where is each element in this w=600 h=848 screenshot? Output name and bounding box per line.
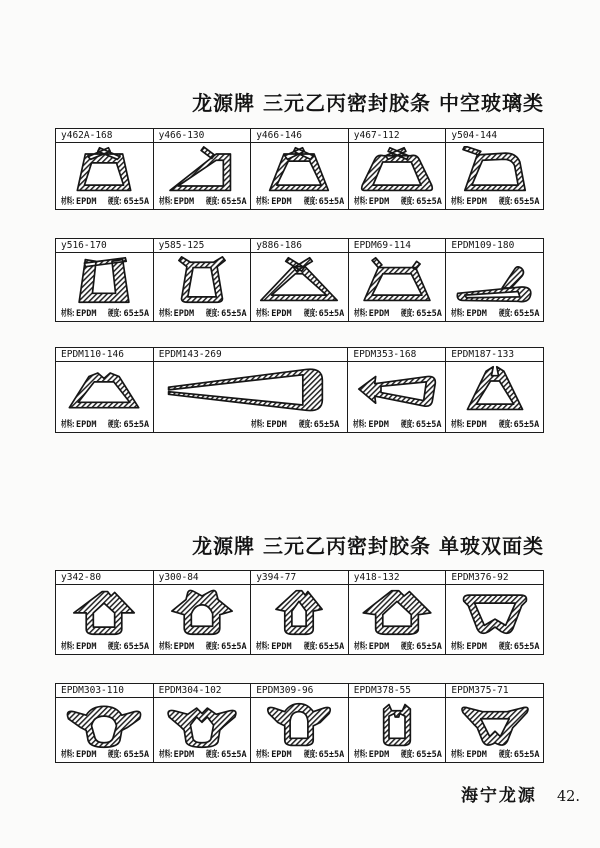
seal-profile-path [268,704,330,746]
profile-cell [445,239,543,321]
profile-table-row-2 [55,238,544,322]
profile-table-row-1 [55,128,544,210]
seal-profile-path [364,258,430,301]
hardness-label: 硬度: [108,750,122,760]
material-label: 材料: [451,420,465,430]
material-value: EPDM [368,420,389,430]
hardness-value: 65±5A [313,420,340,430]
hardness-value: 65±5A [513,420,540,430]
profile-cell [56,239,153,321]
hardness-value: 65±5A [221,309,247,319]
material-label: 材料: [158,309,172,319]
seal-profile-svg [448,256,542,304]
seal-profile-path [168,708,236,747]
material-hardness-note [61,747,152,760]
material-hardness-note [451,306,542,319]
material-value: EPDM [271,197,292,207]
material-value: EPDM [271,750,292,760]
hardness-label: 硬度: [206,197,220,207]
hardness-label: 硬度: [206,642,220,652]
profile-cell [445,348,543,432]
part-number: EPDM353-168 [348,348,445,362]
hardness-label: 硬度: [401,309,415,319]
part-number: EPDM109-180 [446,239,543,253]
profile-drawing-area [56,143,153,209]
profile-cell [348,571,446,654]
material-label: 材料: [158,197,172,207]
part-number: EPDM309-96 [251,684,348,698]
material-label: 材料: [61,197,75,207]
material-label: 材料: [158,750,172,760]
hardness-value: 65±5A [416,197,442,207]
material-value: EPDM [466,420,487,430]
part-number: EPDM375-71 [446,684,543,698]
seal-profile-path [261,258,337,301]
material-hardness-note [61,194,152,207]
page-footer [461,781,580,806]
material-value: EPDM [466,750,487,760]
part-number: EPDM303-110 [56,684,153,698]
material-label: 材料: [61,309,75,319]
hardness-label: 硬度: [498,642,513,652]
profile-table-row-5 [55,683,544,763]
seal-profile-svg [57,365,151,413]
profile-drawing-area [446,253,543,321]
hardness-label: 硬度: [303,309,318,319]
seal-profile-path [276,591,322,635]
hardness-label: 硬度: [498,309,513,319]
profile-cell [348,684,446,762]
material-hardness-note [451,639,542,652]
hardness-value: 65±5A [513,642,540,652]
part-number: y467-112 [349,129,446,143]
hardness-value: 65±5A [318,197,345,207]
hardness-label: 硬度: [108,197,122,207]
material-hardness-note [354,747,445,760]
section-title-hollow-glass: 龙源牌 三元乙丙密封胶条 中空玻璃类 [192,91,544,115]
material-value: EPDM [466,197,487,207]
hardness-value: 65±5A [123,750,150,760]
hardness-value: 65±5A [318,750,345,760]
material-value: EPDM [266,420,287,430]
part-number: y462A-168 [56,129,153,143]
profile-drawing-area [446,698,543,762]
material-label: 材料: [256,750,270,760]
material-label: 材料: [353,420,367,430]
material-hardness-note [451,747,542,760]
material-value: EPDM [76,309,97,319]
hardness-label: 硬度: [400,420,415,430]
material-hardness-note [61,306,152,319]
hardness-label: 硬度: [401,197,415,207]
material-label: 材料: [451,750,465,760]
seal-profile-svg [252,146,346,194]
profile-cell [153,684,251,762]
profile-drawing-area [56,585,153,654]
seal-profile-path [384,705,411,746]
seal-profile-path [179,257,225,302]
part-number: y585-125 [154,239,251,253]
part-number: y516-170 [56,239,153,253]
seal-profile-path [68,706,141,747]
seal-profile-path [457,267,530,302]
profile-cell-wide [153,348,348,432]
hardness-value: 65±5A [415,420,442,430]
material-label: 材料: [256,197,270,207]
material-hardness-note [159,306,250,319]
part-number: EPDM143-269 [154,348,348,362]
profile-drawing-area [251,698,348,762]
part-number: EPDM110-146 [56,348,153,362]
material-label: 材料: [353,642,368,652]
profile-drawing-area [56,698,153,762]
profile-drawing-area [154,143,251,209]
seal-profile-path [467,367,522,410]
profile-drawing-area [251,585,348,654]
page-number: 42. [556,789,580,805]
seal-profile-svg [448,588,542,636]
hardness-value: 65±5A [221,750,247,760]
hardness-label: 硬度: [303,197,318,207]
material-hardness-note [354,639,445,652]
seal-profile-svg [350,365,444,413]
material-label: 材料: [451,309,465,319]
profile-cell [445,571,543,654]
seal-profile-svg [57,146,151,194]
material-value: EPDM [76,420,97,430]
seal-profile-path [74,592,134,635]
seal-profile-path [79,258,129,302]
hardness-label: 硬度: [401,750,415,760]
part-number: y418-132 [349,571,446,585]
profile-cell [56,129,153,209]
hardness-value: 65±5A [123,197,150,207]
seal-profile-path [170,147,230,191]
part-number: y886-186 [251,239,348,253]
profile-cell [153,239,251,321]
seal-profile-svg [57,588,151,636]
profile-cell [348,129,446,209]
hardness-label: 硬度: [498,420,513,430]
part-number: EPDM378-55 [349,684,446,698]
hardness-value: 65±5A [123,309,150,319]
hardness-label: 硬度: [498,197,513,207]
hardness-label: 硬度: [303,750,318,760]
hardness-value: 65±5A [221,197,247,207]
material-label: 材料: [61,642,75,652]
profile-drawing-area [251,253,348,321]
profile-drawing-area [349,585,446,654]
material-value: EPDM [76,750,97,760]
profile-cell [153,571,251,654]
material-label: 材料: [353,309,368,319]
profile-cell [250,684,348,762]
material-value: EPDM [76,197,97,207]
profile-drawing-area [56,362,153,432]
part-number: y504-144 [446,129,543,143]
profile-drawing-area [446,362,543,432]
profile-table-row-4 [55,570,544,655]
part-number: EPDM187-133 [446,348,543,362]
material-hardness-note [256,194,347,207]
material-hardness-note [256,306,347,319]
profile-drawing-area [154,585,251,654]
material-value: EPDM [173,197,195,207]
seal-profile-svg [350,146,444,194]
profile-cell [250,239,348,321]
part-number: y300-84 [154,571,251,585]
profile-cell [445,684,543,762]
material-value: EPDM [466,642,487,652]
seal-profile-path [168,369,322,410]
hardness-label: 硬度: [206,750,220,760]
seal-profile-svg [252,701,346,749]
material-hardness-note [256,747,347,760]
material-hardness-note [353,417,444,430]
hardness-label: 硬度: [108,420,122,430]
material-label: 材料: [158,642,172,652]
seal-profile-svg [448,701,542,749]
material-label: 材料: [61,420,75,430]
material-value: EPDM [368,309,390,319]
seal-profile-svg [252,588,346,636]
brand-name: 海宁龙源 [460,786,537,806]
material-label: 材料: [451,197,465,207]
material-value: EPDM [173,750,195,760]
seal-profile-svg [350,256,444,304]
hardness-label: 硬度: [303,642,318,652]
material-hardness-note [251,417,339,430]
material-label: 材料: [256,309,270,319]
material-hardness-note [354,194,445,207]
part-number: EPDM69-114 [349,239,446,253]
seal-profile-svg [155,701,249,749]
material-value: EPDM [271,309,292,319]
seal-profile-svg [252,256,346,304]
seal-profile-path [78,148,131,191]
seal-profile-svg [57,701,151,749]
profile-cell [348,239,446,321]
profile-cell [56,348,153,432]
profile-drawing-area [349,253,446,321]
profile-drawing-area [348,362,445,432]
material-label: 材料: [61,750,75,760]
part-number: EPDM304-102 [154,684,251,698]
seal-profile-svg [350,701,444,749]
profile-cell [56,571,153,654]
seal-profile-svg [155,146,249,194]
material-value: EPDM [173,309,195,319]
hardness-label: 硬度: [108,642,122,652]
material-hardness-note [451,194,542,207]
hardness-value: 65±5A [416,750,442,760]
seal-profile-path [463,595,526,633]
hardness-value: 65±5A [318,309,345,319]
material-hardness-note [159,747,250,760]
hardness-value: 65±5A [318,642,345,652]
hardness-label: 硬度: [498,750,513,760]
profile-drawing-area [154,698,251,762]
hardness-value: 65±5A [123,420,150,430]
hardness-value: 65±5A [416,309,442,319]
part-number: y466-130 [154,129,251,143]
seal-profile-svg [57,256,151,304]
seal-profile-path [70,373,139,408]
material-hardness-note [354,306,445,319]
profile-drawing-area [154,253,251,321]
material-hardness-note [159,639,250,652]
hardness-label: 硬度: [108,309,122,319]
profile-table-row-3 [55,347,544,433]
seal-profile-path [359,376,436,406]
profile-drawing-area [154,362,348,432]
seal-profile-svg [350,588,444,636]
material-value: EPDM [76,642,97,652]
seal-profile-svg [155,588,249,636]
seal-profile-path [172,590,232,634]
seal-profile-path [270,148,329,191]
profile-cell [347,348,445,432]
material-label: 材料: [451,642,465,652]
seal-profile-path [462,707,528,745]
section-title-single-glass: 龙源牌 三元乙丙密封胶条 单玻双面类 [192,534,544,558]
profile-cell [445,129,543,209]
seal-profile-svg [154,365,348,413]
seal-profile-svg [448,146,542,194]
profile-drawing-area [446,585,543,654]
material-label: 材料: [251,420,265,430]
hardness-label: 硬度: [401,642,415,652]
seal-profile-path [463,146,525,190]
hardness-value: 65±5A [513,309,540,319]
hardness-value: 65±5A [416,642,442,652]
hardness-value: 65±5A [513,197,540,207]
part-number: y466-146 [251,129,348,143]
part-number: EPDM376-92 [446,571,543,585]
part-number: y342-80 [56,571,153,585]
seal-profile-svg [155,256,249,304]
material-label: 材料: [256,642,270,652]
material-label: 材料: [353,197,368,207]
profile-drawing-area [56,253,153,321]
material-value: EPDM [173,642,195,652]
seal-profile-path [363,591,431,635]
hardness-value: 65±5A [513,750,540,760]
material-label: 材料: [353,750,368,760]
material-value: EPDM [368,197,390,207]
material-hardness-note [61,639,152,652]
profile-drawing-area [446,143,543,209]
hardness-value: 65±5A [221,642,247,652]
seal-profile-path [362,148,433,191]
material-value: EPDM [466,309,487,319]
profile-cell [250,571,348,654]
profile-drawing-area [251,143,348,209]
material-value: EPDM [368,642,390,652]
material-value: EPDM [368,750,390,760]
hardness-value: 65±5A [123,642,150,652]
part-number: y394-77 [251,571,348,585]
material-value: EPDM [271,642,292,652]
profile-cell [153,129,251,209]
profile-drawing-area [349,143,446,209]
material-hardness-note [256,639,347,652]
profile-drawing-area [349,698,446,762]
material-hardness-note [451,417,542,430]
profile-cell [56,684,153,762]
material-hardness-note [61,417,152,430]
seal-profile-svg [448,365,542,413]
material-hardness-note [159,194,250,207]
profile-cell [250,129,348,209]
hardness-label: 硬度: [206,309,220,319]
hardness-label: 硬度: [298,420,313,430]
